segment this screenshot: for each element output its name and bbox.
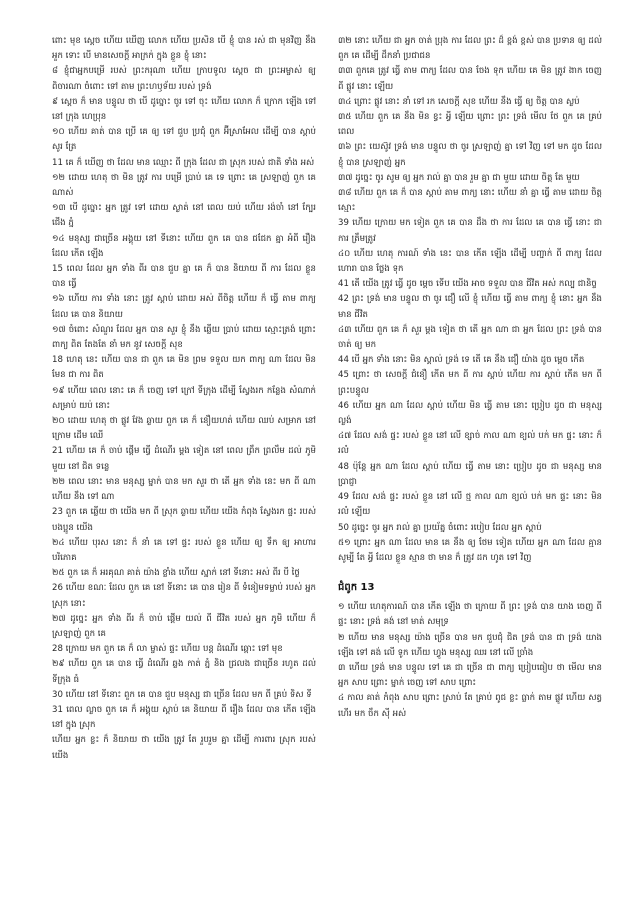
verse-paragraph: 18 ហេតុ នេះ ហើយ បាន ជា ពួក គេ មិន ព្រម ទទួល យក ពាក្យ ណា ដែល មិន មែន ជា ការ ពិត [52, 355, 316, 381]
verse-paragraph: ៩ ស្ដេច ក៏ មាន បន្ទូល ថា បើ ដូច្នោះ ចូរ ទៅ ចុះ ហើយ លោក ក៏ ក្រោក ឡើង ទៅ នៅ ក្រុង ហេប្រុន [52, 96, 316, 123]
verse-paragraph: ២ ហើយ មាន មនុស្ស យ៉ាង ច្រើន បាន មក ជួបជុំ ជិត ទ្រង់ បាន ជា ទ្រង់ យាង ឡើង ទៅ គង់ លើ ទូក ហើយ ហ្វូង មនុស្ស ឈរ នៅ លើ ច្រាំង [338, 632, 602, 658]
verse-paragraph: ២៤ ហើយ បុរស នោះ ក៏ នាំ គេ ទៅ ផ្ទះ របស់ ខ្លួន ហើយ ឲ្យ ទឹក ឲ្យ អាហារ បរិភោគ [52, 537, 316, 563]
verse-paragraph: ២៥ ពួក គេ ក៏ អរគុណ គាត់ យ៉ាង ខ្លាំង ហើយ ស្នាក់ នៅ ទីនោះ អស់ ពីរ បី ថ្ងៃ [52, 568, 300, 579]
verse-paragraph: 11 គេ ក៏ ឃើញ ថា ដែល មាន ឈ្មោះ ពី ក្រុង ដែល ជា ស្រុក របស់ ជាតិ ទាំង អស់ [52, 157, 315, 168]
verse-paragraph: ពោះ មុខ ស្តេច ហើយ ឃើញ លោក ហើយ ប្រសិន បើ ខ្ញុំ បាន រស់ ជា មុនវិញ នឹង អួក ទោះ បើ មានសេចក្ដី អាក្រក់ ក្នុង ខ្លួន ខ្ញុំ នោះ [52, 36, 316, 62]
verse-paragraph: 23 ពួក គេ ឆ្លើយ ថា យើង មក ពី ស្រុក ឆ្ងាយ ហើយ យើង កំពុង ស្វែងរក ផ្ទះ របស់ បងប្អូន យើង [52, 507, 316, 533]
verse-paragraph: ២៧ ដូច្នេះ អ្នក ទាំង ពីរ ក៏ ចាប់ ផ្ដើម យល់ ពី ជីវិត របស់ អ្នក ភូមិ ហើយ ក៏ ស្រឡាញ់ ពួក គេ [52, 613, 316, 639]
verse-paragraph: ៨ ខ្ញុំជាអ្នកបម្រើ របស់ ព្រះករុណា ហើយ ក្រាបទូល ស្តេច ជា ព្រះអម្ចាស់ ឲ្យ ពិចារណា ចំពោះ ទៅ តាម ព្រះហឫទ័យ របស់ ទ្រង់ [52, 66, 316, 92]
verse-paragraph: ៤៣ ហើយ ពួក គេ ក៏ សួរ ម្ដង ទៀត ថា តើ អ្នក ណា ជា អ្នក ដែល ព្រះ ទ្រង់ បាន ចាត់ ឲ្យ មក [338, 324, 602, 351]
verse-paragraph: 39 ហើយ ក្រោយ មក ទៀត ពួក គេ បាន ដឹង ថា ការ ដែល គេ បាន ធ្វើ នោះ ជា ការ ត្រឹមត្រូវ [338, 218, 602, 244]
verse-paragraph: ៣២ នោះ ហើយ ជា អ្នក ចាត់ ប្រុង ការ ដែល ព្រះ ដ៏ ខ្ពង់ ខ្ពស់ បាន ប្រទាន ឲ្យ ដល់ ពួក គេ ដើម្បី ដឹកនាំ ប្រជាជន [338, 36, 602, 62]
verse-paragraph: ២០ ដោយ ហេតុ ថា ផ្លូវ វែង ឆ្ងាយ ពួក គេ ក៏ នឿយហត់ ហើយ ឈប់ សម្រាក នៅ ក្រោម ដើម ឈើ [52, 416, 316, 442]
verse-paragraph: ហើយ អ្នក ខ្លះ ក៏ និយាយ ថា យើង ត្រូវ តែ រួបរួម គ្នា ដើម្បី ការពារ ស្រុក របស់ យើង [52, 735, 316, 761]
verse-paragraph: ១៩ ហើយ ពេល នោះ គេ ក៏ ចេញ ទៅ ក្រៅ ទីក្រុង ដើម្បី ស្វែងរក កន្លែង សំណាក់ សម្រាប់ យប់ នោះ [52, 385, 316, 411]
verse-paragraph: ១០ ហើយ គាត់ បាន ប្រើ គេ ឲ្យ ទៅ ជួប ប្រជុំ ពួក អ៊ីស្រាអែល ដើម្បី បាន ស្ដាប់ សូរ ត្រែ [52, 127, 316, 153]
verse-paragraph: 30 ហើយ នៅ ទីនោះ ពួក គេ បាន ជួប មនុស្ស ជា ច្រើន ដែល មក ពី គ្រប់ ទិស ទី [52, 689, 312, 700]
chapter-heading: ជំពូក 13 [338, 582, 375, 594]
verse-paragraph: ៣៥ ហើយ ពួក គេ នឹង មិន ខ្វះ អ្វី ឡើយ ព្រោះ ព្រះ ទ្រង់ មើល ថែ ពួក គេ គ្រប់ ពេល [338, 112, 602, 138]
verse-paragraph: ១៤ មនុស្ស ជាច្រើន អង្គុយ នៅ ទីនោះ ហើយ ពួក គេ បាន ជជែក គ្នា អំពី រឿង ដែល កើត ឡើង [52, 233, 316, 259]
verse-paragraph: 41 តើ យើង ត្រូវ ធ្វើ ដូច ម្ដេច ទើប យើង អាច ទទួល បាន ជីវិត អស់ កល្ប ជានិច្ច [338, 279, 597, 290]
verse-paragraph: 45 ព្រោះ ថា សេចក្ដី ជំនឿ កើត មក ពី ការ ស្ដាប់ ហើយ ការ ស្ដាប់ កើត មក ពី ព្រះបន្ទូល [338, 370, 602, 396]
right-column [338, 34, 602, 882]
verse-paragraph: 49 ដែល សង់ ផ្ទះ របស់ ខ្លួន នៅ លើ ថ្ម កាល ណា ខ្យល់ បក់ មក ផ្ទះ នោះ មិន រលំ ឡើយ [338, 492, 602, 518]
verse-paragraph: ៣៣ ពួកគេ ត្រូវ ធ្វើ តាម ពាក្យ ដែល បាន ចែង ទុក ហើយ គេ មិន ត្រូវ ងាក ចេញ ពី ផ្លូវ នោះ ឡើយ [338, 66, 602, 92]
verse-paragraph: ៣៨ ហើយ ពួក គេ ក៏ បាន ស្ដាប់ តាម ពាក្យ នោះ ហើយ នាំ គ្នា ធ្វើ តាម ដោយ ចិត្ត ស្មោះ [338, 188, 602, 214]
verse-paragraph: 21 ហើយ គេ ក៏ ចាប់ ផ្ដើម ធ្វើ ដំណើរ ម្ដង ទៀត នៅ ពេល ព្រឹក ព្រលឹម ដល់ ភូមិ មួយ នៅ ជិត ទន្លេ [52, 446, 316, 472]
verse-paragraph: 50 ដូច្នេះ ចូរ អ្នក រាល់ គ្នា ប្រយ័ត្ន ចំពោះ របៀប ដែល អ្នក ស្ដាប់ [338, 522, 542, 533]
verse-paragraph: ២៩ ហើយ ពួក គេ បាន ធ្វើ ដំណើរ ឆ្លង កាត់ ភ្នំ និង ជ្រលង ជាច្រើន រហូត ដល់ ទីក្រុង ធំ [52, 659, 316, 685]
verse-paragraph: ២២ ពេល នោះ មាន មនុស្ស ម្នាក់ បាន មក សួរ ថា តើ អ្នក ទាំង នេះ មក ពី ណា ហើយ នឹង ទៅ ណា [52, 476, 316, 503]
verse-paragraph: 28 ក្រោយ មក ពួក គេ ក៏ លា ម្ចាស់ ផ្ទះ ហើយ បន្ត ដំណើរ ឆ្ពោះ ទៅ មុខ [52, 644, 283, 655]
verse-paragraph: ៣៦ ព្រះ យេស៊ូវ ទ្រង់ មាន បន្ទូល ថា ចូរ ស្រឡាញ់ គ្នា ទៅ វិញ ទៅ មក ដូច ដែល ខ្ញុំ បាន ស្រឡាញ់ អ្នក [338, 142, 602, 168]
verse-paragraph: ១៦ ហើយ ការ ទាំង នោះ ត្រូវ ស្ដាប់ ដោយ អស់ ពីចិត្ត ហើយ ក៏ ធ្វើ តាម ពាក្យ ដែល គេ បាន និយាយ [52, 294, 316, 320]
verse-paragraph: ៣៤ ព្រោះ ផ្លូវ នោះ នាំ ទៅ រក សេចក្ដី សុខ ហើយ នឹង ធ្វើ ឲ្យ ចិត្ត បាន ស្ងប់ [338, 96, 580, 107]
verse-paragraph: 26 ហើយ ខណៈ ដែល ពួក គេ នៅ ទីនោះ គេ បាន រៀន ពី ទំនៀមទម្លាប់ របស់ អ្នក ស្រុក នោះ [52, 583, 316, 609]
verse-paragraph: ៤០ ហើយ ហេតុ ការណ៍ ទាំង នេះ បាន កើត ឡើង ដើម្បី បញ្ជាក់ ពី ពាក្យ ដែល ហោរា បាន ថ្លែង ទុក [338, 248, 602, 275]
chapter-verses [338, 600, 602, 722]
verse-paragraph: ១ ហើយ ហេតុការណ៍ បាន កើត ឡើង ថា ក្រោយ ពី ព្រះ ទ្រង់ បាន យាង ចេញ ពី ផ្ទះ នោះ ទ្រង់ គង់ នៅ មាត់ សមុទ្រ [338, 602, 602, 628]
verse-paragraph: 48 ប៉ុន្តែ អ្នក ណា ដែល ស្ដាប់ ហើយ ធ្វើ តាម នោះ ប្រៀប ដូច ជា មនុស្ស មាន ប្រាជ្ញា [338, 461, 602, 487]
verse-paragraph: ៤ កាល គាត់ កំពុង សាប ព្រោះ ស្រាប់ តែ គ្រាប់ ពូជ ខ្លះ ធ្លាក់ តាម ផ្លូវ ហើយ សត្វ ហើរ មក ចឹក ស៊ី អស់ [338, 693, 602, 719]
verse-paragraph: 31 ពេល ល្ងាច ពួក គេ ក៏ អង្គុយ ស្ដាប់ គេ និយាយ ពី រឿង ដែល បាន កើត ឡើង នៅ ក្នុង ស្រុក [52, 704, 316, 731]
verse-paragraph: ១២ ដោយ ហេតុ ថា មិន ត្រូវ ការ បម្រើ ប្រាប់ គេ ទេ ព្រោះ គេ ស្រឡាញ់ ពួក គេ ណាស់ [52, 172, 316, 199]
verse-paragraph: ១៣ បើ ដូច្នោះ អ្នក ត្រូវ ទៅ ដោយ ស្ងាត់ នៅ ពេល យប់ ហើយ រង់ចាំ នៅ ក្បែរ ជើង ភ្នំ [52, 203, 316, 229]
verse-paragraph: 46 ហើយ អ្នក ណា ដែល ស្ដាប់ ហើយ មិន ធ្វើ តាម នោះ ប្រៀប ដូច ជា មនុស្ស ល្ងង់ [338, 400, 602, 427]
verse-paragraph: 15 ពេល ដែល អ្នក ទាំង ពីរ បាន ជួប គ្នា គេ ក៏ បាន និយាយ ពី ការ ដែល ខ្លួន បាន ធ្វើ [52, 264, 316, 290]
verse-paragraph: ៤៧ ដែល សង់ ផ្ទះ របស់ ខ្លួន នៅ លើ ខ្សាច់ កាល ណា ខ្យល់ បក់ មក ផ្ទះ នោះ ក៏ រលំ [338, 431, 602, 457]
verse-paragraph: ៣៧ ដូច្នេះ ចូរ សូម ឲ្យ អ្នក រាល់ គ្នា បាន រួម គ្នា ជា មួយ ដោយ ចិត្ត តែ មួយ [338, 172, 580, 183]
verse-paragraph: 44 បើ អ្នក ទាំង នោះ មិន ស្គាល់ ទ្រង់ ទេ តើ គេ នឹង ជឿ យ៉ាង ដូច ម្ដេច កើត [338, 355, 585, 366]
right-verses [338, 34, 602, 566]
verse-paragraph: ៣ ហើយ ទ្រង់ មាន បន្ទូល ទៅ គេ ជា ច្រើន ជា ពាក្យ ប្រៀបធៀប ថា មើល មាន អ្នក សាប ព្រោះ ម្នាក់ ចេញ ទៅ សាប ព្រោះ [338, 662, 602, 689]
verse-paragraph: 42 ព្រះ ទ្រង់ មាន បន្ទូល ថា ចូរ ជឿ លើ ខ្ញុំ ហើយ ធ្វើ តាម ពាក្យ ខ្ញុំ នោះ អ្នក នឹង មាន ជីវិត [338, 294, 602, 320]
left-column [52, 34, 316, 882]
verse-paragraph: ១៧ ចំពោះ សំណួរ ដែល អ្នក បាន សួរ ខ្ញុំ នឹង ឆ្លើយ ប្រាប់ ដោយ ស្មោះត្រង់ ព្រោះ ពាក្យ ពិត តែងតែ នាំ មក នូវ សេចក្ដី សុខ [52, 324, 316, 351]
verse-paragraph: ៥១ ព្រោះ អ្នក ណា ដែល មាន គេ នឹង ឲ្យ ថែម ទៀត ហើយ អ្នក ណា ដែល គ្មាន សូម្បី តែ អ្វី ដែល ខ្លួន ស្មាន ថា មាន ក៏ ត្រូវ ដក ហូត ទៅ វិញ [338, 537, 602, 563]
